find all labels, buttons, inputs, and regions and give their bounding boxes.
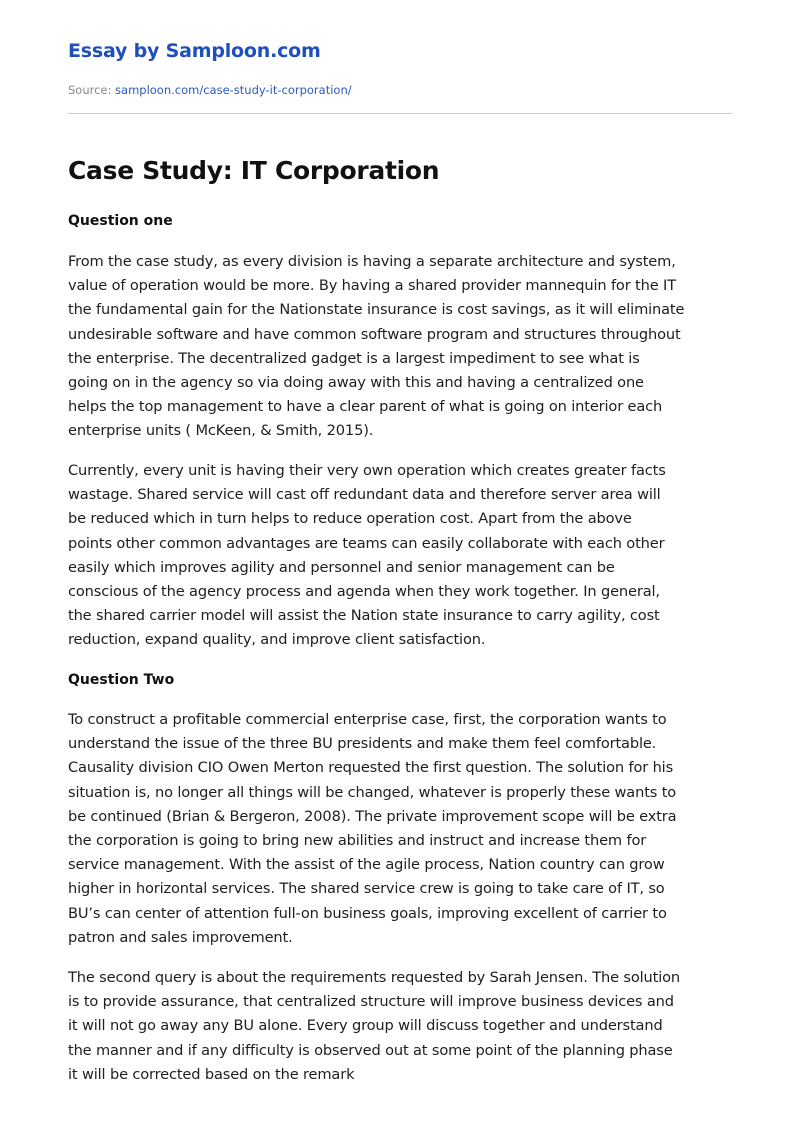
text-line: From the case study, as every division is having a separate architecture and system, [68,253,676,270]
paragraph [68,708,676,950]
text-line: To construct a profitable commercial enterprise case, first, the corporation wants to [68,711,667,728]
text-line: points other common advantages are teams can easily collaborate with each other [68,534,665,552]
text-line: higher in horizontal services. The shared service crew is going to take care of IT, so [68,880,665,898]
paragraph [68,459,666,653]
text-line: the shared carrier model will assist the Nation state insurance to carry agility, cost [68,607,660,625]
text-line: understand the issue of the three BU presidents and make them feel comfortable. [68,735,657,753]
text-line: the fundamental gain for the Nationstate insurance is cost savings, as it will eliminate [68,301,685,319]
text-line: BU’s can center of attention full-on business goals, improving excellent of carrier to [68,904,667,922]
text-line: The second query is about the requirements requested by Sarah Jensen. The solution [68,969,681,986]
text-line: value of operation would be more. By having a shared provider mannequin for the IT [68,277,676,295]
page-title: Case Study: IT Corporation [68,156,440,185]
section-heading: Question one [68,213,173,229]
paragraph [68,250,684,444]
divider [68,113,732,114]
source-label: Source: [68,83,112,97]
text-line: patron and sales improvement. [68,928,293,946]
text-line: enterprise units ( McKeen, & Smith, 2015). [68,422,374,440]
text-line: situation is, no longer all things will be changed, whatever is properly these wants to [68,783,677,801]
text-line: be continued (Brian & Bergeron, 2008). The private improvement scope will be extra [68,807,677,825]
brand-title: Essay by Samploon.com [68,40,321,62]
text-line: going on in the agency so via doing away with this and having a centralized one [68,374,644,392]
source-link[interactable]: samploon.com/case-study-it-corporation/ [115,83,352,97]
text-line: undesirable software and have common software program and structures throughout [68,325,681,343]
section-heading: Question Two [68,672,175,688]
text-line: wastage. Shared service will cast off redundant data and therefore server area will [68,486,661,504]
text-line: be reduced which in turn helps to reduce operation cost. Apart from the above [68,510,632,528]
text-line: Causality division CIO Owen Merton requested the first question. The solution for his [68,759,674,777]
paragraph [68,966,680,1087]
text-line: it will not go away any BU alone. Every group will discuss together and understand [68,1017,663,1035]
text-line: the corporation is going to bring new abilities and instruct and increase them for [68,832,647,850]
text-line: Currently, every unit is having their very own operation which creates greater facts [68,462,666,479]
text-line: easily which improves agility and personnel and senior management can be [68,558,615,576]
text-line: conscious of the agency process and agenda when they work together. In general, [68,583,660,601]
text-line: service management. With the assist of the agile process, Nation country can grow [68,856,665,874]
source-line [68,83,352,97]
text-line: it will be corrected based on the remark [68,1065,355,1083]
text-line: helps the top management to have a clear parent of what is going on interior each [68,398,663,416]
text-line: is to provide assurance, that centralized structure will improve business devices and [68,993,674,1011]
text-line: reduction, expand quality, and improve client satisfaction. [68,631,486,649]
text-line: the enterprise. The decentralized gadget is a largest impediment to see what is [68,349,640,367]
text-line: the manner and if any difficulty is observed out at some point of the planning phase [68,1041,673,1059]
